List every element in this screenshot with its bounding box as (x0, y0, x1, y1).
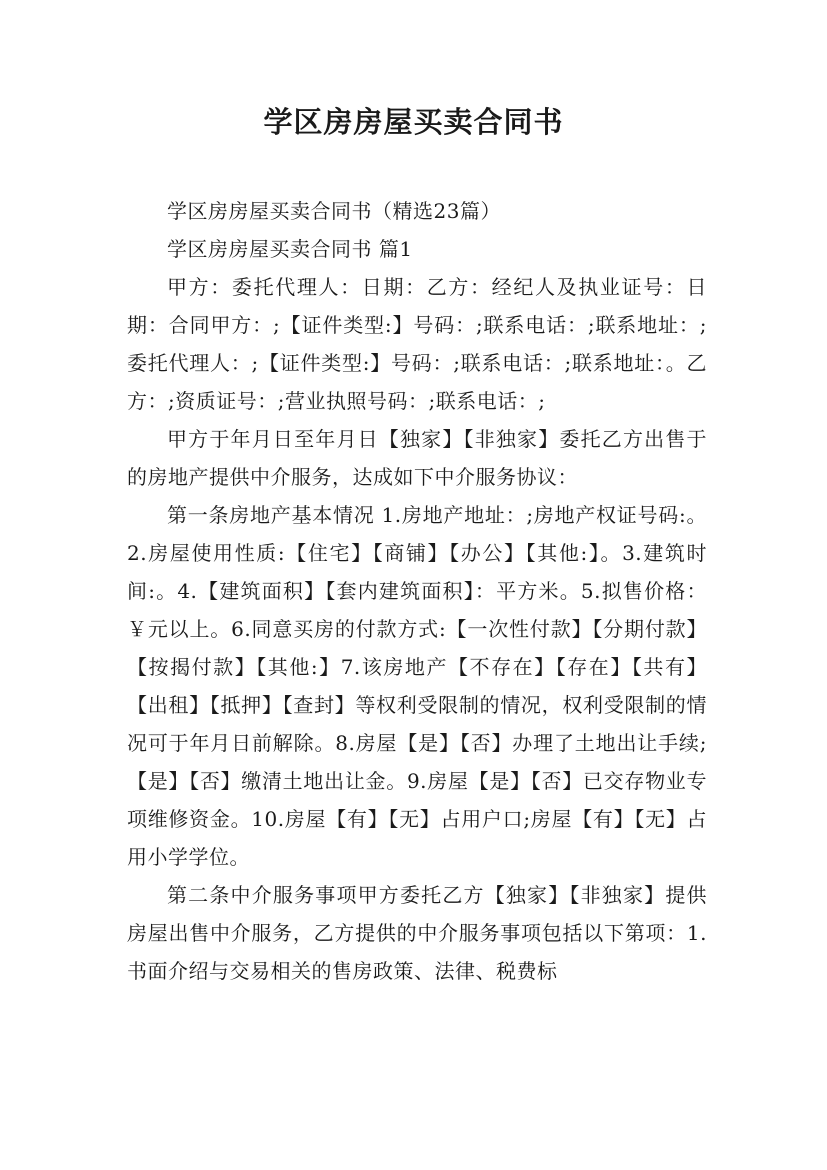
paragraph-article-1: 第一条房地产基本情况 1.房地产地址：;房地产权证号码:。2.房屋使用性质:【住宅】【商铺】【办公】【其他:】。3.建筑时间:。4.【建筑面积】【套内建筑面积】：平方米。5.拟售价格：￥元以上。6.同意买房的付款方式:【一次性付款】【分期付款】【按揭付款】【其他:】7.该房地产【不存在】【存在】【共有】【出租】【抵押】【查封】等权利受限制的情况，权利受限制的情况可于年月日前解除。8.房屋【是】【否】办理了土地出让手续;【是】【否】缴清土地出让金。9.房屋【是】【否】已交存物业专项维修资金。10.房屋【有】【无】占用户口;房屋【有】【无】占用小学学位。 (127, 503, 707, 869)
paragraph-subtitle: 学区房房屋买卖合同书（精选23篇） (167, 199, 501, 223)
paragraph-section-heading: 学区房房屋买卖合同书 篇1 (167, 237, 413, 261)
paragraph-agreement-intro: 甲方于年月日至年月日【独家】【非独家】委托乙方出售于的房地产提供中介服务，达成如下中介服务协议： (127, 427, 707, 489)
document-body (127, 192, 707, 990)
document-title: 学区房房屋买卖合同书 (263, 105, 564, 139)
paragraph-parties: 甲方：委托代理人：日期：乙方：经纪人及执业证号：日期：合同甲方：;【证件类型:】号码：;联系电话：;联系地址：;委托代理人：;【证件类型:】号码：;联系电话：;联系地址：。乙方：;资质证号：;营业执照号码：;联系电话：; (127, 275, 707, 413)
paragraph-article-2: 第二条中介服务事项甲方委托乙方【独家】【非独家】提供房屋出售中介服务，乙方提供的中介服务事项包括以下第项：1.书面介绍与交易相关的售房政策、法律、税费标 (127, 883, 707, 983)
